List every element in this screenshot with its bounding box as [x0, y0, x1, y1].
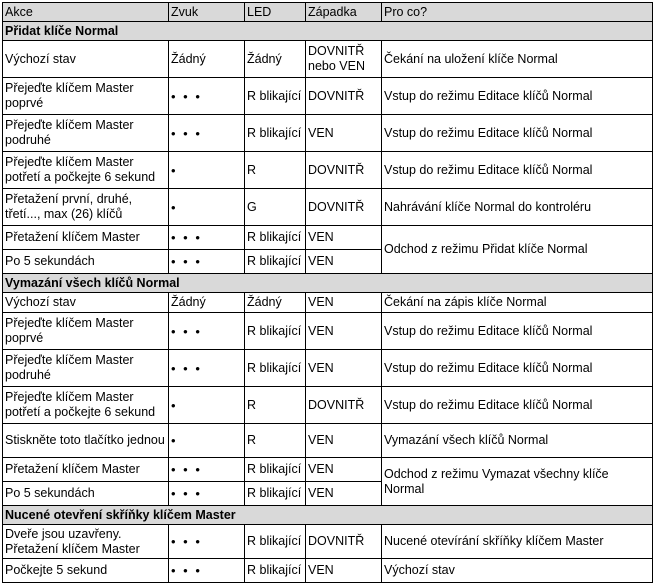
- cell-pro-co: Čekání na zápis klíče Normal: [382, 293, 653, 313]
- table-row: [3, 226, 653, 250]
- cell-zvuk: • • •: [169, 525, 245, 559]
- cell-akce: Po 5 sekundách: [3, 250, 169, 274]
- table-row: [3, 189, 653, 226]
- cell-akce: Dveře jsou uzavřeny. Přetažení klíčem Master: [3, 525, 169, 559]
- cell-pro-co: Vstup do režimu Editace klíčů Normal: [382, 350, 653, 387]
- cell-led: R blikající: [245, 226, 306, 250]
- table-row: [3, 41, 653, 78]
- cell-zapadka: VEN: [306, 293, 382, 313]
- cell-zvuk: • • •: [169, 350, 245, 387]
- cell-led: R blikající: [245, 482, 306, 506]
- cell-pro-co: Vstup do režimu Editace klíčů Normal: [382, 78, 653, 115]
- cell-led: Žádný: [245, 41, 306, 78]
- cell-zapadka: VEN: [306, 226, 382, 250]
- cell-zvuk: • • •: [169, 313, 245, 350]
- cell-zvuk: Žádný: [169, 293, 245, 313]
- cell-akce: Přejeďte klíčem Master podruhé: [3, 115, 169, 152]
- table-row: [3, 525, 653, 559]
- cell-akce: Přetažení klíčem Master: [3, 458, 169, 482]
- cell-led: R: [245, 387, 306, 424]
- cell-akce: Přejeďte klíčem Master podruhé: [3, 350, 169, 387]
- section-title: Vymazání všech klíčů Normal: [3, 274, 653, 293]
- cell-zapadka: VEN: [306, 313, 382, 350]
- cell-akce: Po 5 sekundách: [3, 482, 169, 506]
- table-row: [3, 115, 653, 152]
- cell-zvuk: • • •: [169, 458, 245, 482]
- section-title: Nucené otevření skříňky klíčem Master: [3, 506, 653, 525]
- cell-akce: Počkejte 5 sekund: [3, 559, 169, 583]
- instruction-table: [2, 2, 653, 583]
- cell-pro-co: Výchozí stav: [382, 559, 653, 583]
- table-row: [3, 152, 653, 189]
- cell-zvuk: • • •: [169, 226, 245, 250]
- cell-led: G: [245, 189, 306, 226]
- table-row: [3, 424, 653, 458]
- table-row: [3, 559, 653, 583]
- header-led: LED: [245, 3, 306, 22]
- cell-zapadka: DOVNITŘ nebo VEN: [306, 41, 382, 78]
- cell-akce: Přetažení první, druhé, třetí..., max (26) klíčů: [3, 189, 169, 226]
- cell-zvuk: •: [169, 152, 245, 189]
- cell-zvuk: • • •: [169, 250, 245, 274]
- cell-led: R blikající: [245, 115, 306, 152]
- cell-zapadka: DOVNITŘ: [306, 78, 382, 115]
- table-row: [3, 350, 653, 387]
- cell-pro-co: Vymazání všech klíčů Normal: [382, 424, 653, 458]
- cell-akce: Přejeďte klíčem Master potřetí a počkejte 6 sekund: [3, 387, 169, 424]
- header-row: [3, 3, 653, 22]
- cell-led: R: [245, 424, 306, 458]
- cell-pro-co: Nucené otevírání skříňky klíčem Master: [382, 525, 653, 559]
- section-header: [3, 274, 653, 293]
- cell-pro-co: Odchod z režimu Přidat klíče Normal: [382, 226, 653, 274]
- cell-zapadka: VEN: [306, 350, 382, 387]
- cell-zapadka: DOVNITŘ: [306, 152, 382, 189]
- cell-zapadka: VEN: [306, 115, 382, 152]
- section-header: [3, 22, 653, 41]
- table-row: [3, 387, 653, 424]
- cell-zvuk: • • •: [169, 482, 245, 506]
- cell-led: Žádný: [245, 293, 306, 313]
- cell-akce: Přejeďte klíčem Master potřetí a počkejte 6 sekund: [3, 152, 169, 189]
- cell-pro-co: Čekání na uložení klíče Normal: [382, 41, 653, 78]
- table-row: [3, 293, 653, 313]
- cell-akce: Stiskněte toto tlačítko jednou: [3, 424, 169, 458]
- cell-zapadka: DOVNITŘ: [306, 525, 382, 559]
- cell-akce: Přetažení klíčem Master: [3, 226, 169, 250]
- header-pro-co: Pro co?: [382, 3, 653, 22]
- cell-pro-co: Vstup do režimu Editace klíčů Normal: [382, 313, 653, 350]
- cell-akce: Přejeďte klíčem Master poprvé: [3, 78, 169, 115]
- cell-led: R blikající: [245, 313, 306, 350]
- cell-led: R blikající: [245, 78, 306, 115]
- cell-zapadka: VEN: [306, 559, 382, 583]
- table-row: [3, 458, 653, 482]
- cell-led: R blikající: [245, 350, 306, 387]
- cell-pro-co: Vstup do režimu Editace klíčů Normal: [382, 152, 653, 189]
- cell-zvuk: •: [169, 189, 245, 226]
- cell-zapadka: DOVNITŘ: [306, 189, 382, 226]
- cell-zvuk: Žádný: [169, 41, 245, 78]
- cell-led: R blikající: [245, 250, 306, 274]
- cell-led: R blikající: [245, 458, 306, 482]
- header-zapadka: Západka: [306, 3, 382, 22]
- cell-zvuk: •: [169, 387, 245, 424]
- cell-zapadka: VEN: [306, 482, 382, 506]
- table-row: [3, 78, 653, 115]
- cell-zvuk: • • •: [169, 559, 245, 583]
- cell-akce: Přejeďte klíčem Master poprvé: [3, 313, 169, 350]
- section-title: Přidat klíče Normal: [3, 22, 653, 41]
- cell-zapadka: VEN: [306, 458, 382, 482]
- cell-led: R blikající: [245, 525, 306, 559]
- cell-zvuk: • • •: [169, 78, 245, 115]
- header-zvuk: Zvuk: [169, 3, 245, 22]
- cell-zvuk: • • •: [169, 115, 245, 152]
- cell-pro-co: Vstup do režimu Editace klíčů Normal: [382, 115, 653, 152]
- cell-led: R blikající: [245, 559, 306, 583]
- cell-zapadka: VEN: [306, 424, 382, 458]
- header-akce: Akce: [3, 3, 169, 22]
- cell-pro-co: Vstup do režimu Editace klíčů Normal: [382, 387, 653, 424]
- cell-zapadka: VEN: [306, 250, 382, 274]
- cell-akce: Výchozí stav: [3, 41, 169, 78]
- table-row: [3, 313, 653, 350]
- cell-akce: Výchozí stav: [3, 293, 169, 313]
- cell-zapadka: DOVNITŘ: [306, 387, 382, 424]
- cell-led: R: [245, 152, 306, 189]
- cell-pro-co: Odchod z režimu Vymazat všechny klíče Normal: [382, 458, 653, 506]
- cell-zvuk: •: [169, 424, 245, 458]
- cell-pro-co: Nahrávání klíče Normal do kontroléru: [382, 189, 653, 226]
- section-header: [3, 506, 653, 525]
